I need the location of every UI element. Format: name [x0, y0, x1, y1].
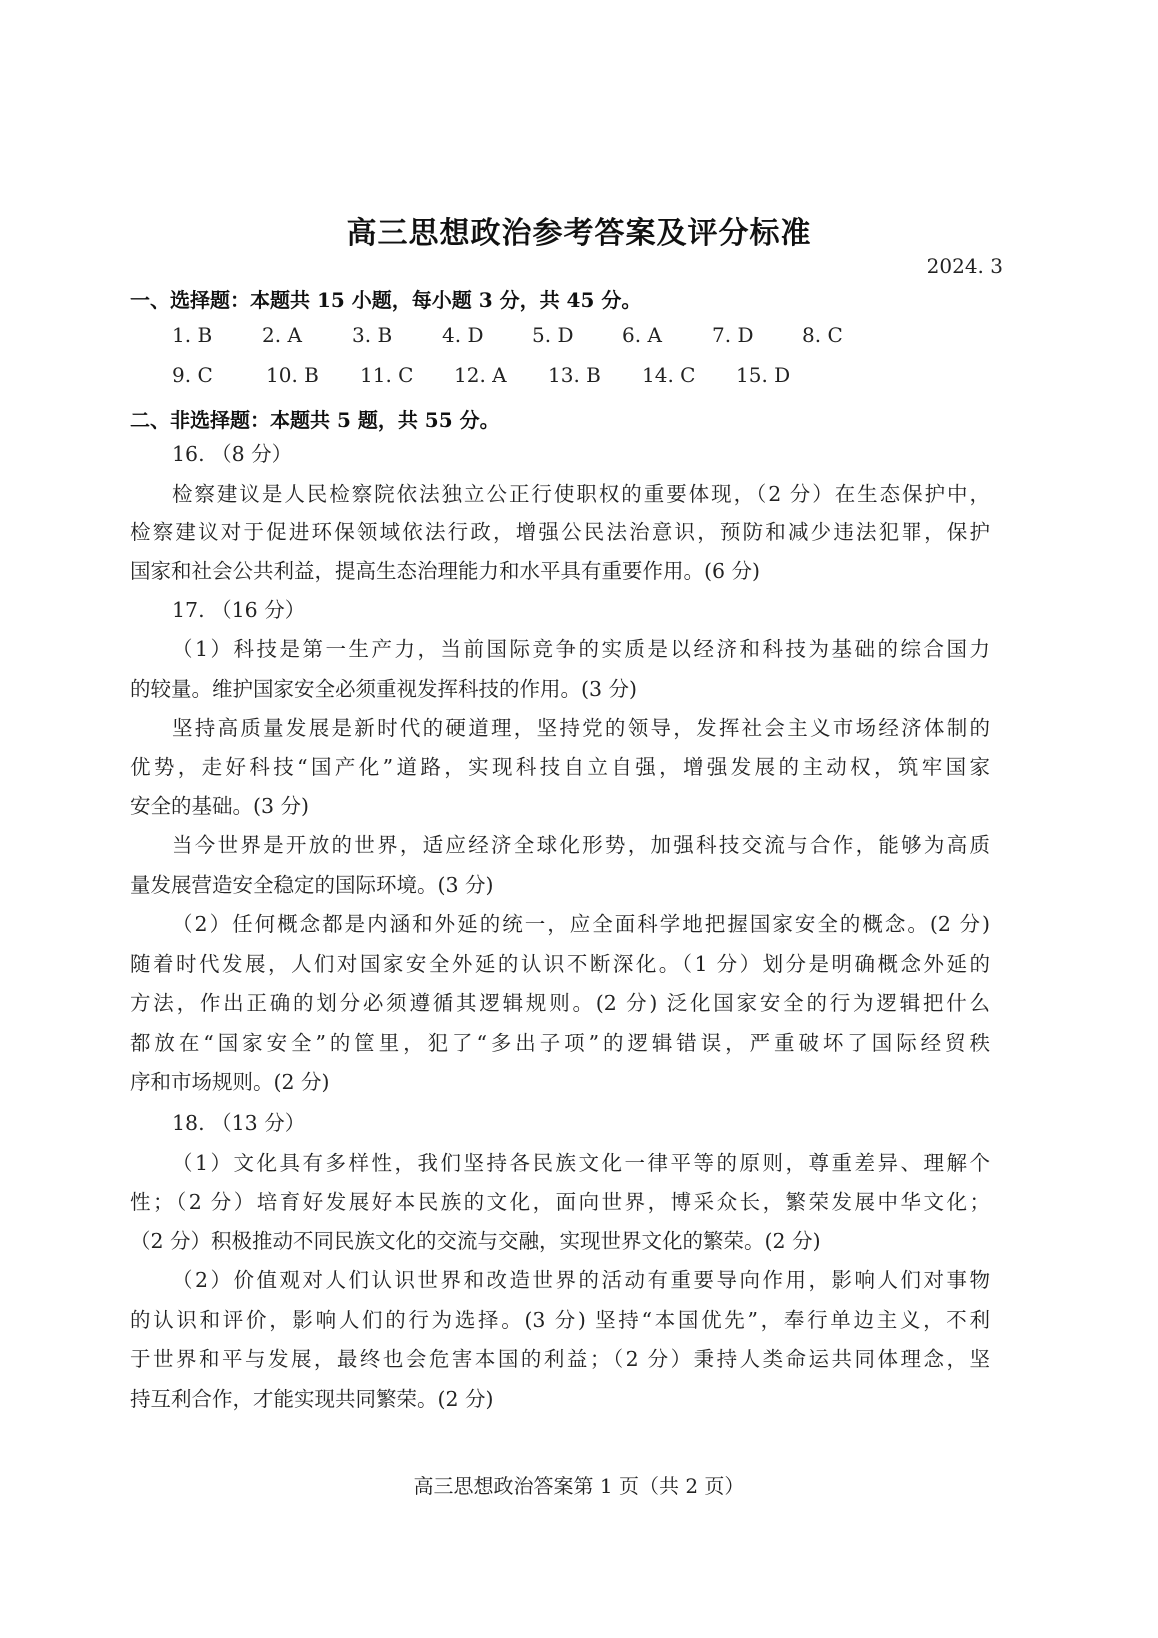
- text-line: （2）任何概念都是内涵和外延的统一，应全面科学地把握国家安全的概念。(2 分): [172, 912, 990, 936]
- answers-row-1: [172, 323, 892, 347]
- text-line: 随着时代发展，人们对国家安全外延的认识不断深化。（1 分）划分是明确概念外延的: [130, 952, 990, 976]
- answer-item: 9. C: [172, 363, 213, 387]
- text-line: 于世界和平与发展，最终也会危害本国的利益；（2 分）秉持人类命运共同体理念，坚: [130, 1347, 990, 1371]
- answer-item: 15. D: [736, 363, 791, 387]
- answer-item: 11. C: [360, 363, 414, 387]
- text-line: 序和市场规则。(2 分): [130, 1070, 330, 1094]
- text-line: （1）科技是第一生产力，当前国际竞争的实质是以经济和科技为基础的综合国力: [172, 637, 990, 661]
- text-line: 国家和社会公共利益，提高生态治理能力和水平具有重要作用。(6 分): [130, 559, 761, 583]
- answer-item: 10. B: [266, 363, 319, 387]
- text-line: 方法，作出正确的划分必须遵循其逻辑规则。(2 分) 泛化国家安全的行为逻辑把什么: [130, 991, 990, 1015]
- answer-item: 1. B: [172, 323, 213, 347]
- text-line: 16. （8 分）: [172, 442, 293, 466]
- answer-item: 3. B: [352, 323, 393, 347]
- answer-item: 7. D: [712, 323, 754, 347]
- answer-item: 8. C: [802, 323, 843, 347]
- text-line: 安全的基础。(3 分): [130, 794, 310, 818]
- answer-item: 14. C: [642, 363, 696, 387]
- answer-item: 6. A: [622, 323, 662, 347]
- text-line: 检察建议对于促进环保领域依法行政，增强公民法治意识，预防和减少违法犯罪，保护: [130, 520, 990, 544]
- answer-item: 5. D: [532, 323, 574, 347]
- text-line: 17. （16 分）: [172, 598, 306, 622]
- answer-item: 4. D: [442, 323, 484, 347]
- answers-row-2: [172, 363, 892, 387]
- section-heading-choice: 一、选择题：本题共 15 小题，每小题 3 分，共 45 分。: [130, 288, 642, 312]
- answer-item: 13. B: [548, 363, 601, 387]
- text-line: 性；（2 分）培育好发展好本民族的文化，面向世界，博采众长，繁荣发展中华文化；: [130, 1190, 990, 1214]
- text-line: 优势，走好科技“国产化”道路，实现科技自立自强，增强发展的主动权，筑牢国家: [130, 755, 990, 779]
- text-line: 持互利合作，才能实现共同繁荣。(2 分): [130, 1387, 494, 1411]
- date: 2024. 3: [926, 254, 1003, 278]
- text-line: 当今世界是开放的世界，适应经济全球化形势，加强科技交流与合作，能够为高质: [172, 833, 990, 857]
- answer-item: 2. A: [262, 323, 302, 347]
- text-line: 检察建议是人民检察院依法独立公正行使职权的重要体现，（2 分）在生态保护中，: [172, 482, 990, 506]
- text-line: 18. （13 分）: [172, 1111, 306, 1135]
- text-line: （1）文化具有多样性，我们坚持各民族文化一律平等的原则，尊重差异、理解个: [172, 1151, 990, 1175]
- answer-item: 12. A: [454, 363, 507, 387]
- text-line: 的较量。维护国家安全必须重视发挥科技的作用。(3 分): [130, 677, 638, 701]
- page-title: 高三思想政治参考答案及评分标准: [346, 216, 812, 251]
- text-line: 的认识和评价，影响人们的行为选择。(3 分) 坚持“本国优先”，奉行单边主义，不利: [130, 1308, 990, 1332]
- page-footer: 高三思想政治答案第 1 页（共 2 页）: [413, 1474, 745, 1498]
- text-line: （2）价值观对人们认识世界和改造世界的活动有重要导向作用，影响人们对事物: [172, 1268, 990, 1292]
- text-line: （2 分）积极推动不同民族文化的交流与交融，实现世界文化的繁荣。(2 分): [130, 1229, 821, 1253]
- text-line: 都放在“国家安全”的筐里，犯了“多出子项”的逻辑错误，严重破坏了国际经贸秩: [130, 1031, 990, 1055]
- section-heading-nonchoice: 二、非选择题：本题共 5 题，共 55 分。: [130, 408, 500, 432]
- text-line: 坚持高质量发展是新时代的硬道理，坚持党的领导，发挥社会主义市场经济体制的: [172, 716, 990, 740]
- text-line: 量发展营造安全稳定的国际环境。(3 分): [130, 873, 494, 897]
